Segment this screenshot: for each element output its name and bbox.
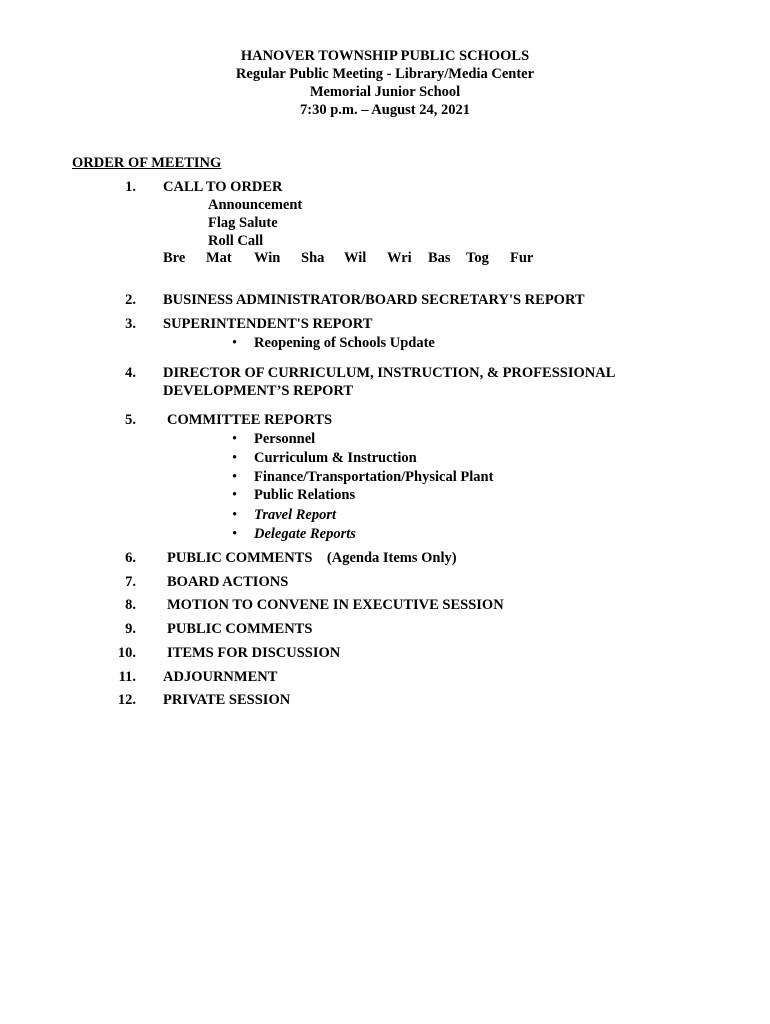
item-number: 6. [125,550,136,566]
roll-call-name: Bre [163,250,186,266]
item-label-director-curriculum-cont: DEVELOPMENT’S REPORT [163,383,354,399]
roll-call-name: Bas [428,250,451,266]
bullet-item: • Delegate Reports [254,525,356,543]
item-number: 7. [125,574,136,590]
item-number: 2. [125,292,136,308]
bullet-item: • Personnel [254,430,315,448]
roll-call-name: Sha [301,250,325,266]
bullet-item: • Travel Report [254,506,336,524]
item-number: 9. [125,621,136,637]
roll-call-name: Fur [510,250,534,266]
roll-call-name: Mat [206,250,232,266]
section-title: ORDER OF MEETING [72,155,222,171]
item-label-business-administrator: BUSINESS ADMINISTRATOR/BOARD SECRETARY'S REPORT [163,292,585,308]
item-number: 12. [117,692,136,708]
bullet-item: • Curriculum & Instruction [254,449,417,467]
subitem-flag-salute: Flag Salute [208,215,278,231]
meeting-datetime: 7:30 p.m. – August 24, 2021 [300,102,470,118]
bullet-item: • Finance/Transportation/Physical Plant [254,468,493,486]
item-number: 8. [125,597,136,613]
item-label-board-actions: BOARD ACTIONS [167,574,289,590]
meeting-type: Regular Public Meeting - Library/Media Center [235,66,535,82]
roll-call-name: Wri [387,250,412,266]
item-label-call-to-order: CALL TO ORDER [163,179,283,195]
district-name: HANOVER TOWNSHIP PUBLIC SCHOOLS [240,48,530,64]
roll-call-name: Win [254,250,281,266]
meeting-location: Memorial Junior School [309,84,461,100]
item-number: 3. [125,316,136,332]
bullet-item: • Public Relations [254,486,355,504]
item-label-public-comments: PUBLIC COMMENTS [167,621,313,637]
item-label-private-session: PRIVATE SESSION [163,692,291,708]
item-label-superintendent: SUPERINTENDENT'S REPORT [163,316,373,332]
item-label-director-curriculum: DIRECTOR OF CURRICULUM, INSTRUCTION, & PROFESSIONAL [163,365,616,381]
bullet-item: • Reopening of Schools Update [254,334,435,352]
item-label-adjournment: ADJOURNMENT [163,669,278,685]
item-number: 1. [125,179,136,195]
item-number: 10. [117,645,136,661]
item-label-items-for-discussion: ITEMS FOR DISCUSSION [167,645,341,661]
subitem-roll-call: Roll Call [208,233,264,249]
item-number: 4. [125,365,136,381]
item-label-executive-session: MOTION TO CONVENE IN EXECUTIVE SESSION [167,597,504,613]
item-label-committee-reports: COMMITTEE REPORTS [167,412,333,428]
item-label-public-comments-agenda: PUBLIC COMMENTS (Agenda Items Only) [167,550,457,566]
roll-call-name: Wil [344,250,367,266]
item-number: 5. [125,412,136,428]
item-number: 11. [118,669,136,685]
roll-call-name: Tog [466,250,489,266]
subitem-announcement: Announcement [208,197,303,213]
